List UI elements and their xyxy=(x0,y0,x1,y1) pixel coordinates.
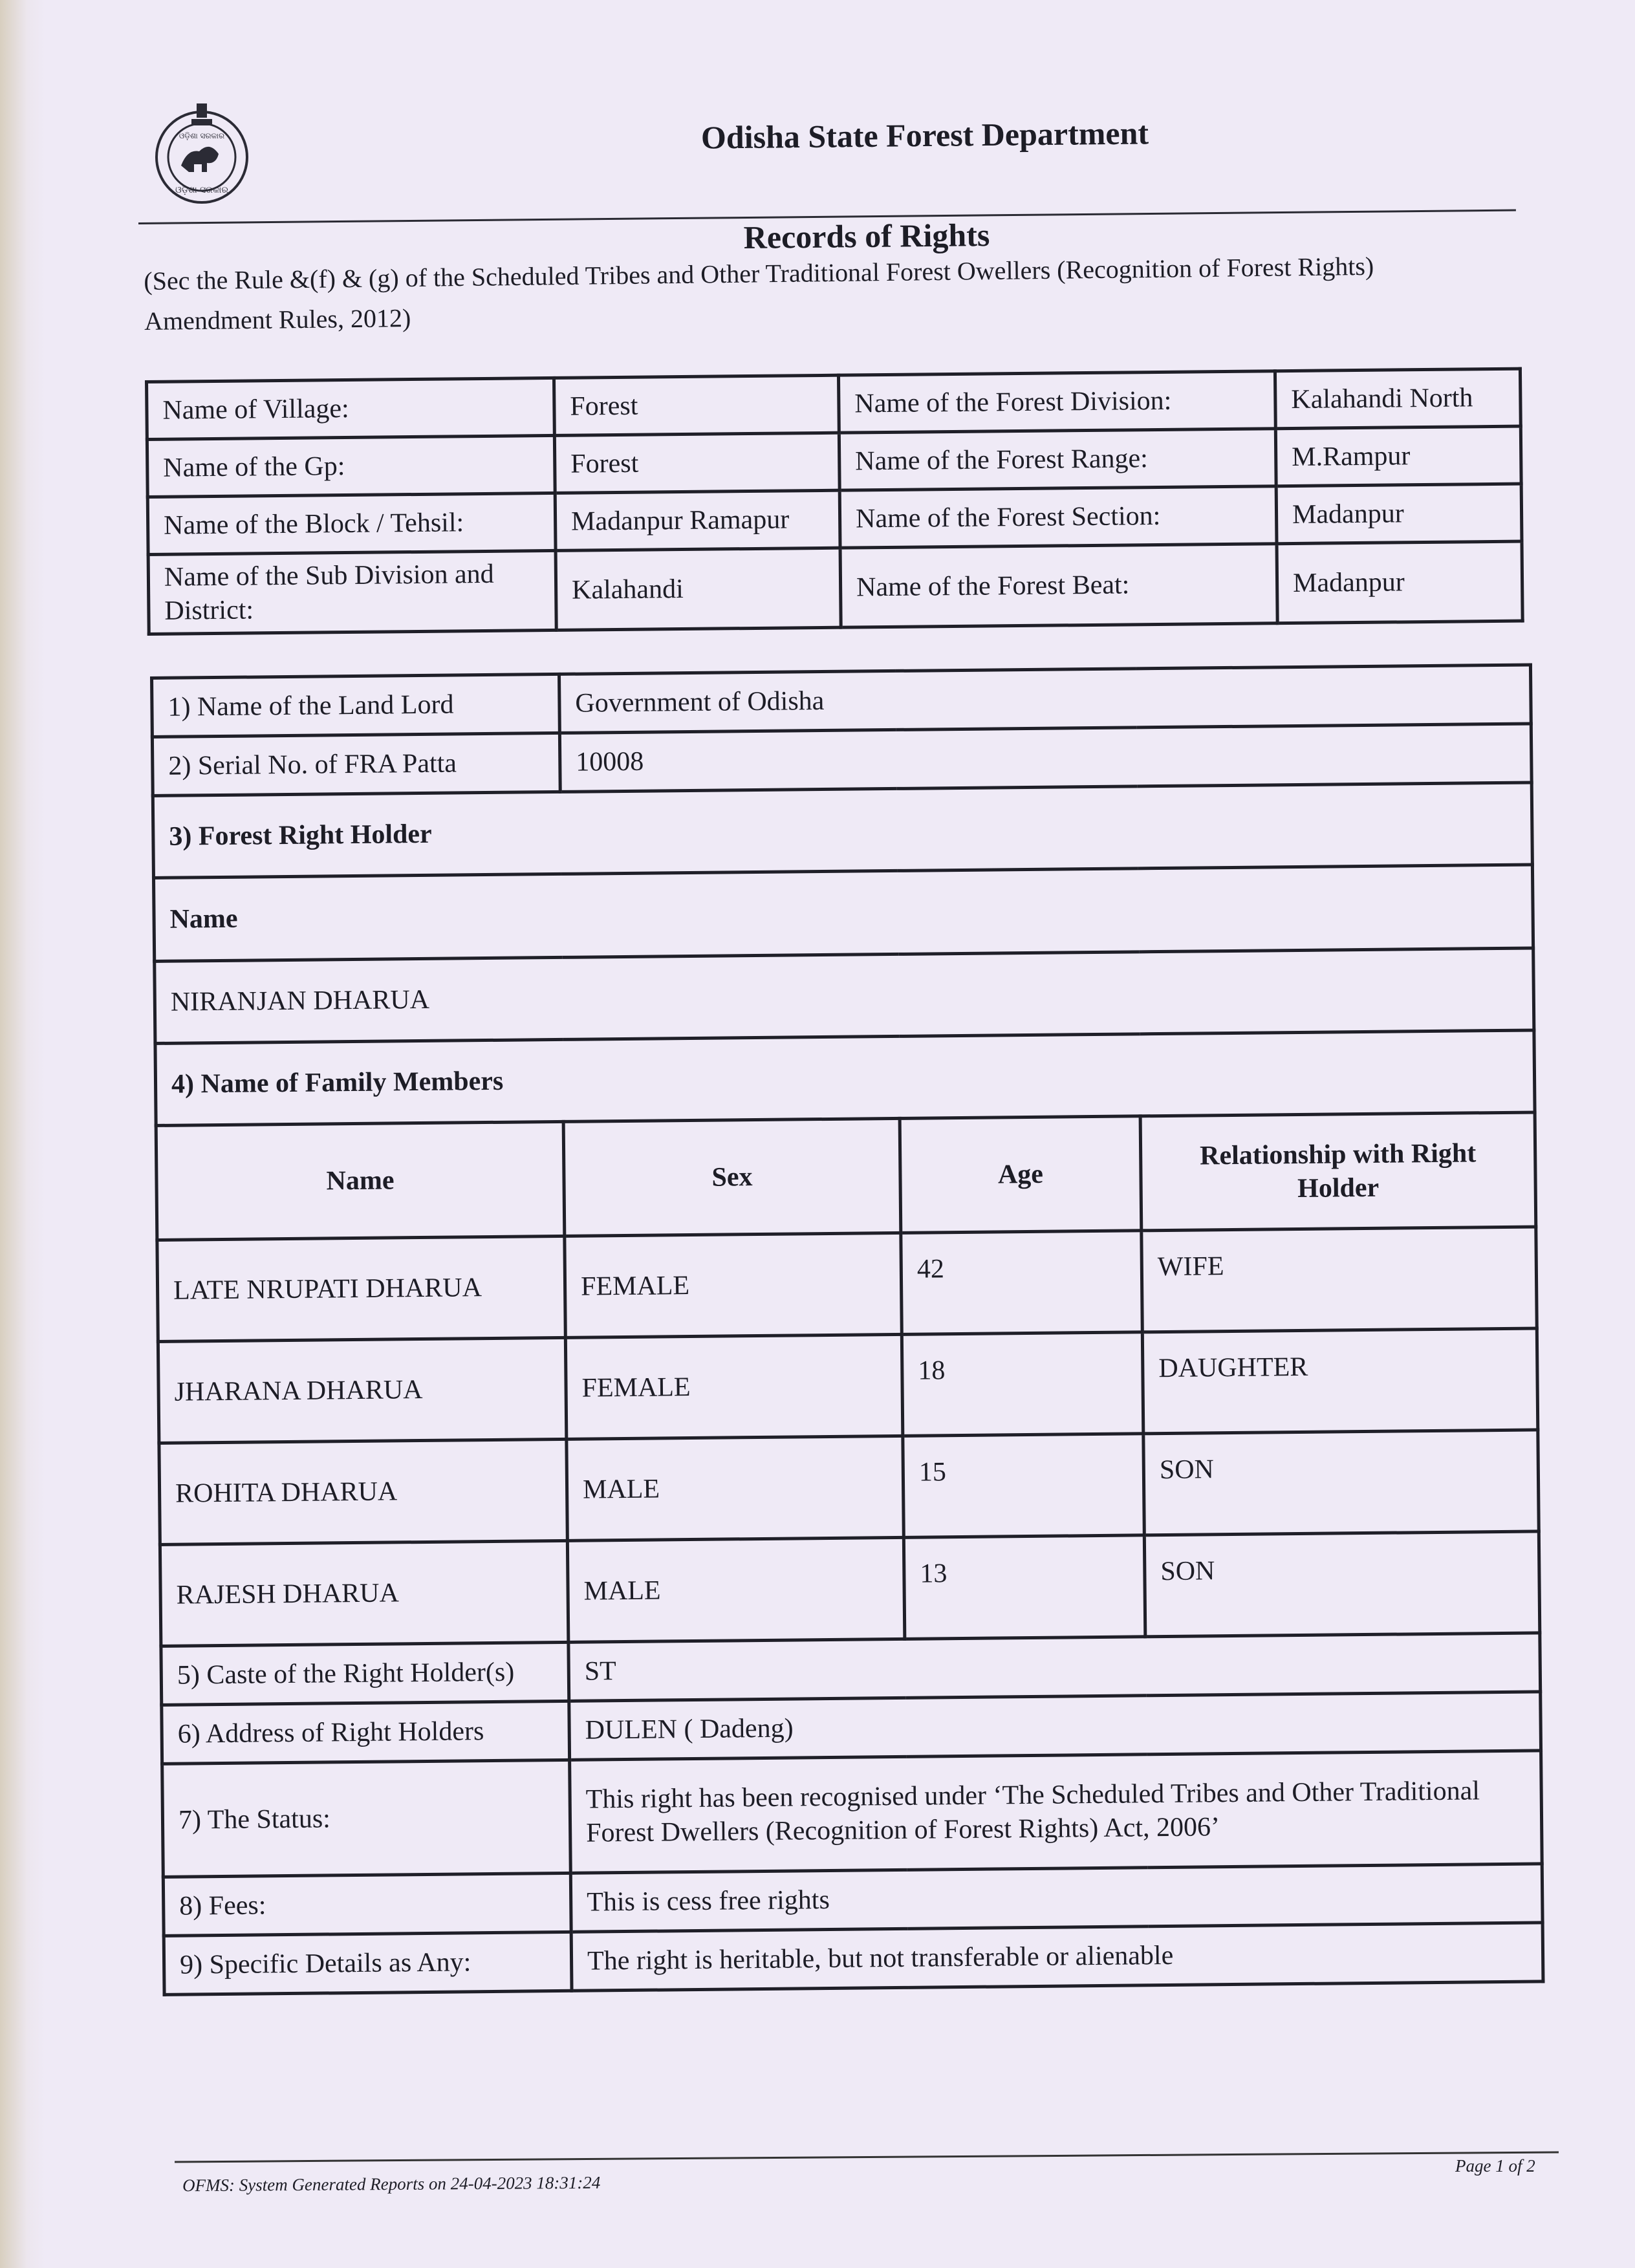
section-value: Madanpur xyxy=(1276,484,1522,544)
member-sex: MALE xyxy=(567,1436,904,1540)
village-label: Name of Village: xyxy=(147,378,555,439)
landlord-label: 1) Name of the Land Lord xyxy=(152,674,560,737)
status-label: 7) The Status: xyxy=(162,1760,571,1877)
table-row xyxy=(160,1531,1539,1646)
caste-label: 5) Caste of the Right Holder(s) xyxy=(161,1642,569,1705)
beat-label: Name of the Forest Beat: xyxy=(840,544,1277,627)
footer-divider xyxy=(175,2152,1559,2163)
rule-reference: (Sec the Rule &(f) & (g) of the Scheduled Tribes and Other Traditional Forest Owellers (Recognition of Forest Rights) Amendment Rules, 2012) xyxy=(144,251,1374,336)
member-sex: MALE xyxy=(567,1537,904,1642)
member-age: 13 xyxy=(904,1535,1145,1639)
serial-label: 2) Serial No. of FRA Patta xyxy=(152,733,560,795)
fees-label: 8) Fees: xyxy=(163,1873,571,1936)
location-info-table xyxy=(145,367,1524,636)
odisha-emblem-icon xyxy=(150,96,254,212)
member-relationship: SON xyxy=(1143,1430,1539,1535)
emblem-motto: ଓଡ଼ିଶା ସରକାର xyxy=(175,185,228,195)
range-value: M.Rampur xyxy=(1275,426,1521,486)
division-value: Kalahandi North xyxy=(1275,369,1521,429)
member-name: ROHITA DHARUA xyxy=(159,1439,567,1544)
address-label: 6) Address of Right Holders xyxy=(162,1701,570,1764)
division-label: Name of the Forest Division: xyxy=(838,371,1275,433)
right-holder-name: NIRANJAN DHARUA xyxy=(155,948,1534,1043)
range-label: Name of the Forest Range: xyxy=(839,429,1276,490)
document-title: Records of Rights xyxy=(743,217,990,255)
member-name: JHARANA DHARUA xyxy=(158,1337,566,1443)
status-value xyxy=(570,1751,1543,1873)
member-relationship: WIFE xyxy=(1142,1227,1537,1332)
right-holder-heading: 3) Forest Right Holder xyxy=(153,783,1532,878)
subdivision-value: Kalahandi xyxy=(556,548,841,630)
address-value: DULEN ( Dadeng) xyxy=(569,1692,1541,1760)
fees-value: This is cess free rights xyxy=(570,1864,1543,1932)
landlord-value: Government of Odisha xyxy=(559,665,1531,733)
member-relationship: SON xyxy=(1144,1531,1539,1637)
serial-value: 10008 xyxy=(559,724,1532,792)
section-label: Name of the Forest Section: xyxy=(839,486,1277,548)
name-heading: Name xyxy=(153,865,1533,961)
page-number: Page 1 of 2 xyxy=(1455,2156,1535,2176)
member-age: 15 xyxy=(903,1434,1144,1538)
department-title: Odisha State Forest Department xyxy=(700,114,1149,156)
caste-value: ST xyxy=(568,1633,1541,1701)
status-line-2: Forest Dwellers (Recognition of Forest Rights) Act, 2006’ xyxy=(585,1812,1220,1848)
emblem-text-top: ଓଡ଼ିଶା ସରକାର xyxy=(179,131,225,140)
member-name: LATE NRUPATI DHARUA xyxy=(157,1236,565,1341)
member-name: RAJESH DHARUA xyxy=(160,1540,568,1646)
generated-timestamp: OFMS: System Generated Reports on 24-04-2023 18:31:24 xyxy=(182,2172,601,2196)
family-heading: 4) Name of Family Members xyxy=(155,1030,1535,1125)
gp-value: Forest xyxy=(554,433,839,493)
family-col-sex: Sex xyxy=(563,1118,901,1236)
gp-label: Name of the Gp: xyxy=(147,435,555,497)
family-col-age: Age xyxy=(900,1116,1142,1233)
family-col-name: Name xyxy=(156,1121,565,1240)
rights-record-table xyxy=(150,663,1544,1996)
table-row xyxy=(159,1430,1539,1544)
member-sex: FEMALE xyxy=(565,1334,902,1439)
member-relationship: DAUGHTER xyxy=(1142,1328,1537,1434)
member-sex: FEMALE xyxy=(565,1233,902,1337)
table-row xyxy=(158,1328,1537,1443)
specific-label: 9) Specific Details as Any: xyxy=(164,1932,572,1994)
status-line-1: This right has been recognised under ‘The Scheduled Tribes and Other Traditional xyxy=(585,1776,1480,1815)
table-row xyxy=(157,1227,1537,1341)
block-label: Name of the Block / Tehsil: xyxy=(147,493,556,554)
block-value: Madanpur Ramapur xyxy=(555,490,840,550)
beat-value: Madanpur xyxy=(1277,541,1522,623)
subdivision-label: Name of the Sub Division and District: xyxy=(148,550,556,634)
member-age: 42 xyxy=(901,1231,1142,1335)
member-age: 18 xyxy=(902,1332,1143,1436)
family-col-relationship: Relationship with Right Holder xyxy=(1140,1112,1536,1231)
specific-value: The right is heritable, but not transferable or alienable xyxy=(571,1923,1543,1991)
village-value: Forest xyxy=(554,375,839,435)
binding-edge xyxy=(0,0,45,2268)
